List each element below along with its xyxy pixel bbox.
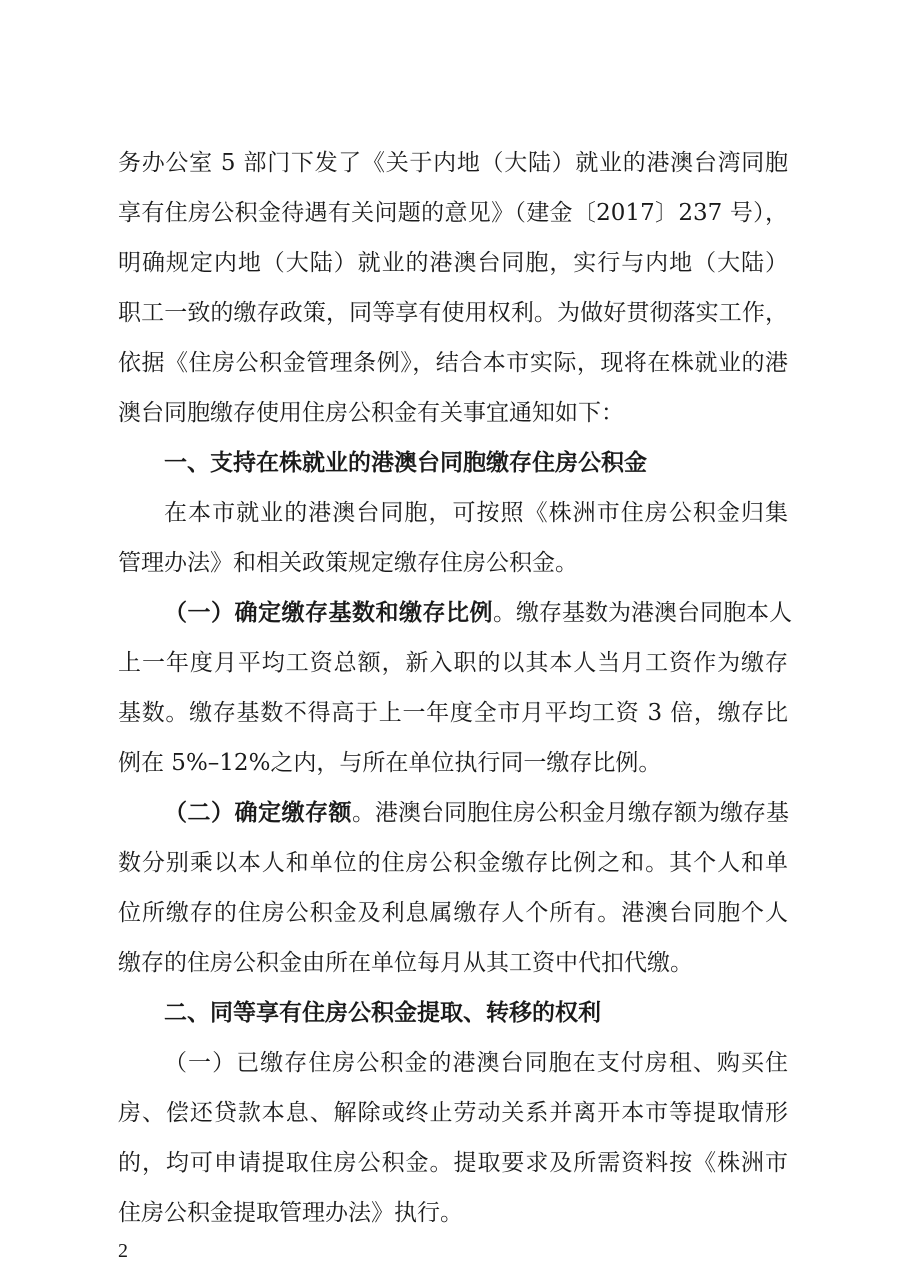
- body-line: 房、偿还贷款本息、解除或终止劳动关系并离开本市等提取情形: [118, 1100, 788, 1126]
- body-line: 明确规定内地（大陆）就业的港澳台同胞，实行与内地（大陆）: [118, 250, 788, 276]
- body-line: 基数。缴存基数不得高于上一年度全市月平均工资 3 倍，缴存比: [118, 700, 788, 726]
- body-line: 依据《住房公积金管理条例》，结合本市实际，现将在株就业的港: [118, 350, 788, 376]
- body-line: 位所缴存的住房公积金及利息属缴存人个所有。港澳台同胞个人: [118, 900, 788, 926]
- body-line: 在本市就业的港澳台同胞，可按照《株洲市住房公积金归集: [164, 500, 788, 526]
- item-first-line: [164, 793, 788, 833]
- body-line: 的，均可申请提取住房公积金。提取要求及所需资料按《株洲市: [118, 1150, 788, 1176]
- body-line: 澳台同胞缴存使用住房公积金有关事宜通知如下：: [118, 400, 624, 426]
- item-label: （二）确定缴存额: [164, 800, 352, 826]
- body-line: 管理办法》和相关政策规定缴存住房公积金。: [118, 550, 578, 576]
- item-text: 。港澳台同胞住房公积金月缴存额为缴存基: [352, 800, 789, 826]
- body-line: 缴存的住房公积金由所在单位每月从其工资中代扣代缴。: [118, 950, 693, 976]
- item-label: （一）确定缴存基数和缴存比例: [164, 600, 493, 626]
- body-line: 享有住房公积金待遇有关问题的意见》（建金〔2017〕237 号），: [118, 200, 788, 226]
- section-heading: 一、支持在株就业的港澳台同胞缴存住房公积金: [164, 450, 647, 476]
- item-text: 。缴存基数为港澳台同胞本人: [493, 600, 792, 626]
- body-line: 职工一致的缴存政策，同等享有使用权利。为做好贯彻落实工作，: [118, 300, 788, 326]
- body-line: 数分别乘以本人和单位的住房公积金缴存比例之和。其个人和单: [118, 850, 788, 876]
- body-line: 例在 5%–12%之内，与所在单位执行同一缴存比例。: [118, 750, 662, 776]
- section-heading: 二、同等享有住房公积金提取、转移的权利: [164, 1000, 601, 1026]
- item-first-line: （一）已缴存住房公积金的港澳台同胞在支付房租、购买住: [164, 1050, 788, 1076]
- item-first-line: [164, 593, 792, 633]
- body-line: 务办公室 5 部门下发了《关于内地（大陆）就业的港澳台湾同胞: [118, 150, 788, 176]
- page-number: 2: [118, 1240, 128, 1262]
- body-line: 上一年度月平均工资总额，新入职的以其本人当月工资作为缴存: [118, 650, 788, 676]
- body-line: 住房公积金提取管理办法》执行。: [118, 1200, 463, 1226]
